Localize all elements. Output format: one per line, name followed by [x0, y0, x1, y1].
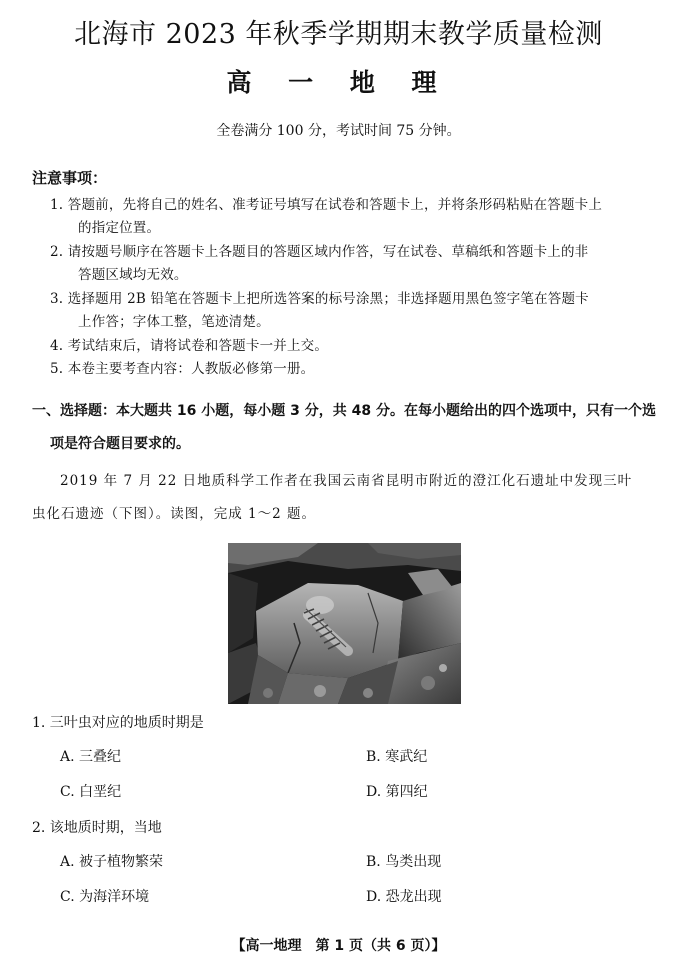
question-2-option-a: A. 被子植物繁荣: [60, 854, 164, 870]
notice-heading: 注意事项：: [32, 169, 108, 187]
notice-line: 1. 答题前，先将自己的姓名、准考证号填写在试卷和答题卡上，并将条形码粘贴在答题卡上: [50, 197, 603, 213]
passage-intro-cont: 虫化石遗迹（下图）。读图，完成 1～2 题。: [32, 506, 317, 522]
section-heading-cont: 项是符合题目要求的。: [50, 436, 190, 452]
notice-line: 的指定位置。: [78, 220, 161, 236]
question-2-stem: 2. 该地质时期，当地: [32, 820, 162, 836]
subject-title: 高 一 地 理: [226, 68, 451, 97]
notice-line: 4. 考试结束后，请将试卷和答题卡一并上交。: [50, 338, 329, 354]
trilobite-fossil-photo: [228, 543, 461, 704]
question-2-option-b: B. 鸟类出现: [366, 854, 442, 870]
question-1-option-c: C. 白垩纪: [60, 784, 122, 800]
notice-line: 3. 选择题用 2B 铅笔在答题卡上把所选答案的标号涂黑；非选择题用黑色签字笔在答题卡: [50, 291, 589, 307]
notice-line: 上作答；字体工整，笔迹清楚。: [78, 314, 270, 330]
question-2-option-d: D. 恐龙出现: [366, 889, 442, 905]
passage-intro: 2019 年 7 月 22 日地质科学工作者在我国云南省昆明市附近的澄江化石遗址中发现三叶: [60, 473, 633, 489]
notice-line: 5. 本卷主要考查内容：人教版必修第一册。: [50, 361, 315, 377]
question-1-option-d: D. 第四纪: [366, 784, 428, 800]
page-footer: 【高一地理 第 1 页（共 6 页）】: [231, 938, 446, 954]
question-2-option-c: C. 为海洋环境: [60, 889, 150, 905]
exam-info: 全卷满分 100 分，考试时间 75 分钟。: [216, 123, 461, 139]
notice-line: 2. 请按题号顺序在答题卡上各题目的答题区域内作答，写在试卷、草稿纸和答题卡上的非: [50, 244, 589, 260]
exam-title: 北海市 2023 年秋季学期期末教学质量检测: [74, 19, 603, 50]
question-1-stem: 1. 三叶虫对应的地质时期是: [32, 715, 204, 731]
section-heading: 一、选择题：本大题共 16 小题，每小题 3 分，共 48 分。在每小题给出的四个选项中，只有一个选: [32, 403, 656, 419]
question-1-option-b: B. 寒武纪: [366, 749, 428, 765]
notice-line: 答题区域均无效。: [78, 267, 188, 283]
question-1-option-a: A. 三叠纪: [60, 749, 122, 765]
